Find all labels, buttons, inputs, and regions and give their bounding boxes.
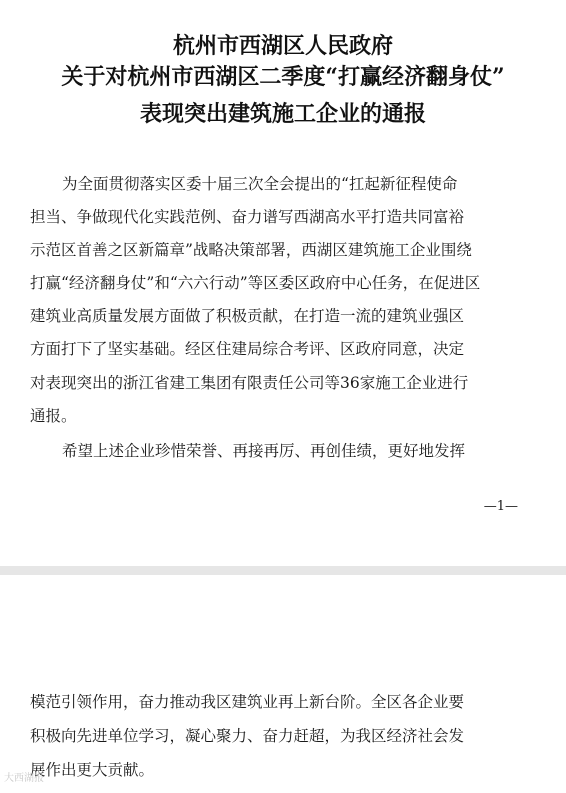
body-line-3: 示范区首善之区新篇章”战略决策部署，西湖区建筑施工企业围绕: [30, 241, 472, 259]
body-line-10: 模范引领作用，奋力推动我区建筑业再上新台阶。全区各企业要: [30, 693, 465, 711]
body-line-9: 希望上述企业珍惜荣誉、再接再厉、再创佳绩，更好地发挥: [62, 442, 466, 460]
title-line-1: 杭州市西湖区人民政府: [172, 33, 393, 59]
body-line-2: 担当、争做现代化实践范例、奋力谱写西湖高水平打造共同富裕: [30, 208, 465, 226]
body-line-12: 展作出更大贡献。: [30, 761, 155, 779]
body-line-1: 为全面贯彻落实区委十届三次全会提出的“扛起新征程使命: [62, 175, 458, 193]
title-line-3: 表现突出建筑施工企业的通报: [139, 101, 426, 127]
watermark-text: 大西湖报: [4, 773, 44, 784]
body-line-7: 对表现突出的浙江省建工集团有限责任公司等36家施工企业进行: [30, 374, 469, 392]
body-line-11: 积极向先进单位学习，凝心聚力、奋力赶超，为我区经济社会发: [30, 727, 465, 745]
body-line-8: 通报。: [30, 407, 77, 425]
page-gap: [0, 566, 566, 575]
body-line-5: 建筑业高质量发展方面做了积极贡献，在打造一流的建筑业强区: [30, 307, 465, 325]
title-line-2: 关于对杭州市西湖区二季度“打赢经济翻身仗”: [61, 64, 505, 90]
body-line-4: 打赢“经济翻身仗”和“六六行动”等区委区政府中心任务，在促进区: [30, 274, 481, 292]
page-number: —1—: [483, 499, 518, 514]
document-page-2: [0, 575, 566, 793]
body-line-6: 方面打下了坚实基础。经区住建局综合考评、区政府同意，决定: [30, 340, 465, 358]
